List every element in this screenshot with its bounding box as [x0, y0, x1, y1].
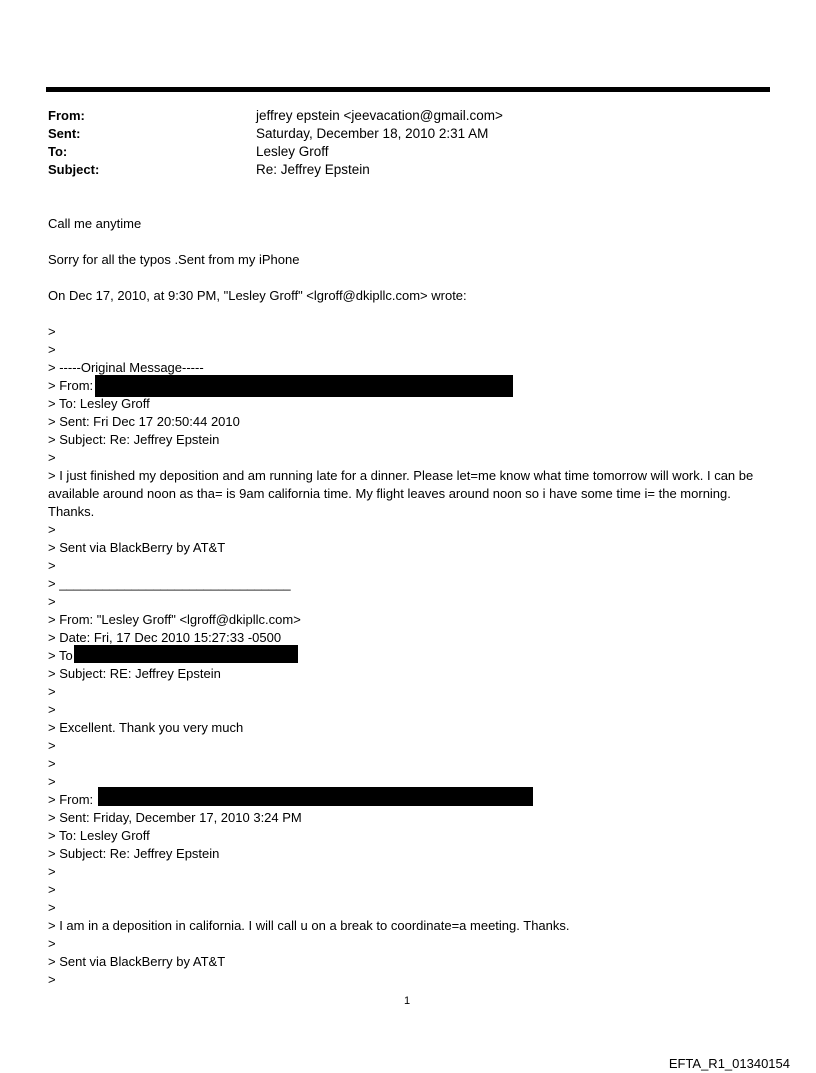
quoted-line: > To: Lesley Groff — [48, 396, 150, 411]
header-rule — [46, 87, 770, 92]
quoted-line: > — [48, 522, 56, 537]
quoted-line: > Excellent. Thank you very much — [48, 720, 244, 735]
quoted-line: > — [48, 594, 56, 609]
document-id: EFTA_R1_01340154 — [668, 1056, 790, 1071]
redaction-block — [95, 375, 513, 397]
subject-label: Subject: — [48, 162, 100, 177]
quoted-line: > — [48, 324, 56, 339]
quoted-line: > — [48, 558, 56, 573]
redaction-block — [74, 645, 298, 663]
quoted-line: > -----Original Message----- — [48, 360, 204, 375]
reply-attribution: On Dec 17, 2010, at 9:30 PM, "Lesley Groff" <lgroff@dkipllc.com> wrote: — [48, 288, 467, 303]
quoted-line: > — [48, 774, 56, 789]
quoted-line: > To — [48, 648, 73, 663]
quoted-line: > Sent via BlackBerry by AT&T — [48, 954, 226, 969]
quoted-line: > — [48, 900, 56, 915]
sent-label: Sent: — [48, 126, 81, 141]
quoted-line: > From: — [48, 792, 94, 807]
quoted-line: > From: — [48, 378, 94, 393]
quoted-paragraph: > I just finished my deposition and am running late for a dinner. Please let=me know what time tomorrow will work. I can be available around noon as tha= is 9am california time. My flight leaves around noon so i have some time i= the morning. Thanks. — [48, 468, 754, 519]
to-value: Lesley Groff — [256, 144, 329, 159]
quoted-line: > Sent: Friday, December 17, 2010 3:24 PM — [48, 810, 302, 825]
quoted-line: > Subject: Re: Jeffrey Epstein — [48, 846, 220, 861]
body-line: Sorry for all the typos .Sent from my iPhone — [48, 252, 300, 267]
quoted-line: > — [48, 684, 56, 699]
quoted-line: > Date: Fri, 17 Dec 2010 15:27:33 -0500 — [48, 630, 282, 645]
from-value: jeffrey epstein <jeevacation@gmail.com> — [256, 108, 503, 123]
page-number: 1 — [404, 995, 411, 1007]
quoted-line: > — [48, 756, 56, 771]
quoted-line: > — [48, 972, 56, 987]
from-label: From: — [48, 108, 85, 123]
sent-value: Saturday, December 18, 2010 2:31 AM — [256, 126, 489, 141]
to-label: To: — [48, 144, 68, 159]
quoted-line: > From: "Lesley Groff" <lgroff@dkipllc.com> — [48, 612, 301, 627]
quoted-separator: > ________________________________ — [48, 576, 291, 591]
quoted-line: > — [48, 342, 56, 357]
quoted-line: > — [48, 864, 56, 879]
quoted-line: > Subject: Re: Jeffrey Epstein — [48, 432, 220, 447]
quoted-line: > Sent via BlackBerry by AT&T — [48, 540, 226, 555]
quoted-line: > — [48, 450, 56, 465]
quoted-line: > — [48, 702, 56, 717]
quoted-line: > — [48, 936, 56, 951]
quoted-line: > — [48, 738, 56, 753]
quoted-line: > Subject: RE: Jeffrey Epstein — [48, 666, 221, 681]
subject-value: Re: Jeffrey Epstein — [256, 162, 370, 177]
quoted-line: > I am in a deposition in california. I will call u on a break to coordinate=a meeting. Thanks. — [48, 918, 570, 933]
quoted-line: > Sent: Fri Dec 17 20:50:44 2010 — [48, 414, 240, 429]
body-line: Call me anytime — [48, 216, 142, 231]
redaction-block — [98, 787, 533, 806]
quoted-line: > To: Lesley Groff — [48, 828, 150, 843]
quoted-line: > — [48, 882, 56, 897]
